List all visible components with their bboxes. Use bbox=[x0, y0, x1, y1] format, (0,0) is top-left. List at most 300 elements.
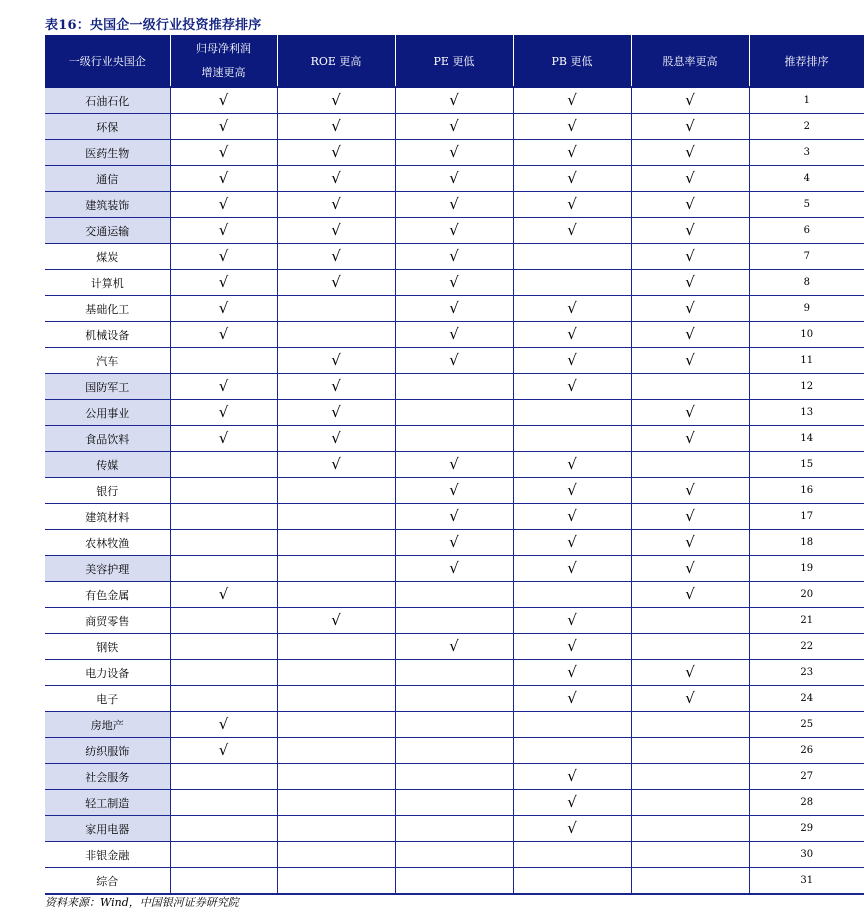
cell-pe bbox=[395, 816, 513, 842]
rank-value: 4 bbox=[749, 166, 864, 192]
cell-pe bbox=[395, 400, 513, 426]
table-row bbox=[45, 816, 864, 842]
industry-name: 交通运输 bbox=[45, 218, 170, 244]
check-mark-icon: √ bbox=[567, 793, 577, 811]
cell-roe bbox=[277, 608, 395, 634]
rank-value: 23 bbox=[749, 660, 864, 686]
check-mark-icon: √ bbox=[218, 169, 229, 187]
cell-roe bbox=[277, 218, 395, 244]
cell-pb bbox=[513, 322, 631, 348]
cell-pb bbox=[513, 244, 631, 270]
rank-value: 18 bbox=[749, 530, 864, 556]
check-mark-icon: √ bbox=[685, 429, 695, 447]
table-row bbox=[45, 114, 864, 140]
check-mark-icon: √ bbox=[331, 91, 341, 109]
rank-value: 26 bbox=[749, 738, 864, 764]
industry-name: 电力设备 bbox=[45, 660, 170, 686]
header-roe: ROE 更高 bbox=[277, 35, 395, 87]
cell-pb bbox=[513, 296, 631, 322]
check-mark-icon: √ bbox=[449, 455, 459, 473]
cell-dividend bbox=[631, 140, 749, 166]
cell-roe bbox=[277, 478, 395, 504]
cell-roe bbox=[277, 660, 395, 686]
check-mark-icon: √ bbox=[449, 221, 459, 239]
table-row bbox=[45, 582, 864, 608]
industry-name: 美容护理 bbox=[45, 556, 170, 582]
table-row bbox=[45, 348, 864, 374]
table-row bbox=[45, 270, 864, 296]
industry-name: 轻工制造 bbox=[45, 790, 170, 816]
industry-name: 传媒 bbox=[45, 452, 170, 478]
cell-roe bbox=[277, 556, 395, 582]
check-mark-icon: √ bbox=[567, 559, 577, 577]
header-pb: PB 更低 bbox=[513, 35, 631, 87]
cell-pe bbox=[395, 530, 513, 556]
check-mark-icon: √ bbox=[685, 585, 695, 603]
check-mark-icon: √ bbox=[218, 741, 229, 759]
rank-value: 9 bbox=[749, 296, 864, 322]
cell-dividend bbox=[631, 87, 749, 114]
cell-profit-growth bbox=[170, 634, 277, 660]
header-profit-growth-line1: 归母净利润 bbox=[196, 41, 251, 55]
rank-value: 17 bbox=[749, 504, 864, 530]
cell-roe bbox=[277, 348, 395, 374]
cell-dividend bbox=[631, 582, 749, 608]
cell-roe bbox=[277, 270, 395, 296]
check-mark-icon: √ bbox=[449, 195, 459, 213]
rank-value: 11 bbox=[749, 348, 864, 374]
rank-value: 14 bbox=[749, 426, 864, 452]
check-mark-icon: √ bbox=[685, 195, 695, 213]
check-mark-icon: √ bbox=[218, 299, 229, 317]
industry-name: 非银金融 bbox=[45, 842, 170, 868]
table-row bbox=[45, 192, 864, 218]
table-row bbox=[45, 738, 864, 764]
cell-pb bbox=[513, 582, 631, 608]
table-row bbox=[45, 426, 864, 452]
header-rank: 推荐排序 bbox=[749, 35, 864, 87]
industry-name: 银行 bbox=[45, 478, 170, 504]
header-dividend: 股息率更高 bbox=[631, 35, 749, 87]
check-mark-icon: √ bbox=[218, 403, 229, 421]
rank-value: 1 bbox=[749, 87, 864, 114]
cell-profit-growth bbox=[170, 712, 277, 738]
cell-pb bbox=[513, 374, 631, 400]
cell-profit-growth bbox=[170, 842, 277, 868]
table-row bbox=[45, 712, 864, 738]
check-mark-icon: √ bbox=[685, 663, 695, 681]
header-pe: PE 更低 bbox=[395, 35, 513, 87]
cell-pe bbox=[395, 348, 513, 374]
cell-pb bbox=[513, 790, 631, 816]
industry-name: 食品饮料 bbox=[45, 426, 170, 452]
cell-pe bbox=[395, 452, 513, 478]
rank-value: 29 bbox=[749, 816, 864, 842]
check-mark-icon: √ bbox=[218, 325, 229, 343]
check-mark-icon: √ bbox=[331, 195, 341, 213]
cell-profit-growth bbox=[170, 504, 277, 530]
cell-profit-growth bbox=[170, 374, 277, 400]
cell-pe bbox=[395, 712, 513, 738]
check-mark-icon: √ bbox=[567, 169, 577, 187]
cell-pe bbox=[395, 764, 513, 790]
check-mark-icon: √ bbox=[567, 143, 577, 161]
check-mark-icon: √ bbox=[331, 429, 341, 447]
cell-pe bbox=[395, 296, 513, 322]
rank-value: 5 bbox=[749, 192, 864, 218]
check-mark-icon: √ bbox=[449, 117, 459, 135]
cell-profit-growth bbox=[170, 478, 277, 504]
check-mark-icon: √ bbox=[218, 117, 229, 135]
check-mark-icon: √ bbox=[218, 715, 229, 733]
cell-pe bbox=[395, 426, 513, 452]
cell-pe bbox=[395, 868, 513, 895]
industry-name: 综合 bbox=[45, 868, 170, 895]
check-mark-icon: √ bbox=[685, 273, 695, 291]
rank-value: 19 bbox=[749, 556, 864, 582]
cell-profit-growth bbox=[170, 348, 277, 374]
cell-profit-growth bbox=[170, 140, 277, 166]
cell-dividend bbox=[631, 452, 749, 478]
table-row bbox=[45, 634, 864, 660]
source-note: 资料来源：Wind，中国银河证券研究院 bbox=[45, 896, 239, 909]
check-mark-icon: √ bbox=[449, 91, 459, 109]
cell-profit-growth bbox=[170, 686, 277, 712]
table-row bbox=[45, 660, 864, 686]
rank-value: 16 bbox=[749, 478, 864, 504]
cell-roe bbox=[277, 582, 395, 608]
table-row bbox=[45, 452, 864, 478]
rank-value: 22 bbox=[749, 634, 864, 660]
table-row bbox=[45, 556, 864, 582]
cell-roe bbox=[277, 426, 395, 452]
check-mark-icon: √ bbox=[567, 325, 577, 343]
cell-roe bbox=[277, 504, 395, 530]
cell-dividend bbox=[631, 348, 749, 374]
table-row bbox=[45, 478, 864, 504]
cell-pb bbox=[513, 738, 631, 764]
check-mark-icon: √ bbox=[567, 221, 577, 239]
industry-name: 通信 bbox=[45, 166, 170, 192]
cell-pb bbox=[513, 634, 631, 660]
check-mark-icon: √ bbox=[218, 195, 229, 213]
check-mark-icon: √ bbox=[567, 637, 577, 655]
check-mark-icon: √ bbox=[449, 273, 459, 291]
industry-name: 社会服务 bbox=[45, 764, 170, 790]
rank-value: 24 bbox=[749, 686, 864, 712]
cell-pb bbox=[513, 816, 631, 842]
check-mark-icon: √ bbox=[685, 169, 695, 187]
cell-pe bbox=[395, 374, 513, 400]
cell-pb bbox=[513, 87, 631, 114]
rank-value: 27 bbox=[749, 764, 864, 790]
industry-name: 环保 bbox=[45, 114, 170, 140]
check-mark-icon: √ bbox=[567, 611, 577, 629]
cell-dividend bbox=[631, 764, 749, 790]
cell-profit-growth bbox=[170, 556, 277, 582]
rank-value: 31 bbox=[749, 868, 864, 895]
cell-pb bbox=[513, 478, 631, 504]
cell-roe bbox=[277, 87, 395, 114]
check-mark-icon: √ bbox=[685, 325, 695, 343]
check-mark-icon: √ bbox=[567, 533, 577, 551]
table-row bbox=[45, 322, 864, 348]
cell-roe bbox=[277, 400, 395, 426]
check-mark-icon: √ bbox=[218, 143, 229, 161]
cell-roe bbox=[277, 114, 395, 140]
table-row bbox=[45, 530, 864, 556]
rank-value: 12 bbox=[749, 374, 864, 400]
cell-profit-growth bbox=[170, 87, 277, 114]
cell-pb bbox=[513, 140, 631, 166]
table-row bbox=[45, 166, 864, 192]
cell-pe bbox=[395, 504, 513, 530]
cell-pb bbox=[513, 270, 631, 296]
cell-dividend bbox=[631, 244, 749, 270]
check-mark-icon: √ bbox=[331, 117, 341, 135]
check-mark-icon: √ bbox=[685, 689, 695, 707]
check-mark-icon: √ bbox=[331, 143, 341, 161]
cell-dividend bbox=[631, 608, 749, 634]
cell-pb bbox=[513, 764, 631, 790]
check-mark-icon: √ bbox=[218, 273, 229, 291]
cell-pb bbox=[513, 608, 631, 634]
check-mark-icon: √ bbox=[331, 247, 341, 265]
cell-profit-growth bbox=[170, 764, 277, 790]
rank-value: 3 bbox=[749, 140, 864, 166]
cell-roe bbox=[277, 712, 395, 738]
cell-profit-growth bbox=[170, 530, 277, 556]
cell-dividend bbox=[631, 686, 749, 712]
industry-name: 农林牧渔 bbox=[45, 530, 170, 556]
table-header-row bbox=[45, 35, 864, 87]
industry-name: 机械设备 bbox=[45, 322, 170, 348]
check-mark-icon: √ bbox=[567, 195, 577, 213]
cell-pe bbox=[395, 478, 513, 504]
check-mark-icon: √ bbox=[567, 377, 577, 395]
cell-pb bbox=[513, 868, 631, 895]
industry-name: 医药生物 bbox=[45, 140, 170, 166]
check-mark-icon: √ bbox=[218, 585, 229, 603]
cell-dividend bbox=[631, 816, 749, 842]
check-mark-icon: √ bbox=[685, 533, 695, 551]
check-mark-icon: √ bbox=[449, 533, 459, 551]
check-mark-icon: √ bbox=[331, 221, 341, 239]
cell-roe bbox=[277, 530, 395, 556]
check-mark-icon: √ bbox=[567, 507, 577, 525]
check-mark-icon: √ bbox=[449, 299, 459, 317]
cell-pe bbox=[395, 218, 513, 244]
check-mark-icon: √ bbox=[567, 455, 577, 473]
check-mark-icon: √ bbox=[331, 403, 341, 421]
cell-pe bbox=[395, 140, 513, 166]
check-mark-icon: √ bbox=[218, 221, 229, 239]
cell-dividend bbox=[631, 400, 749, 426]
cell-roe bbox=[277, 764, 395, 790]
check-mark-icon: √ bbox=[685, 247, 695, 265]
table-row bbox=[45, 218, 864, 244]
cell-dividend bbox=[631, 660, 749, 686]
cell-profit-growth bbox=[170, 114, 277, 140]
cell-profit-growth bbox=[170, 296, 277, 322]
cell-pb bbox=[513, 686, 631, 712]
cell-pe bbox=[395, 660, 513, 686]
cell-profit-growth bbox=[170, 426, 277, 452]
cell-profit-growth bbox=[170, 608, 277, 634]
check-mark-icon: √ bbox=[449, 637, 459, 655]
industry-name: 房地产 bbox=[45, 712, 170, 738]
check-mark-icon: √ bbox=[218, 429, 229, 447]
check-mark-icon: √ bbox=[449, 325, 459, 343]
check-mark-icon: √ bbox=[685, 299, 695, 317]
header-industry: 一级行业央国企 bbox=[45, 35, 170, 87]
cell-pb bbox=[513, 114, 631, 140]
cell-pe bbox=[395, 686, 513, 712]
cell-roe bbox=[277, 166, 395, 192]
cell-pe bbox=[395, 608, 513, 634]
check-mark-icon: √ bbox=[567, 91, 577, 109]
cell-dividend bbox=[631, 556, 749, 582]
rank-value: 6 bbox=[749, 218, 864, 244]
check-mark-icon: √ bbox=[331, 169, 341, 187]
cell-pb bbox=[513, 218, 631, 244]
cell-pe bbox=[395, 192, 513, 218]
cell-pb bbox=[513, 426, 631, 452]
rank-value: 13 bbox=[749, 400, 864, 426]
table-row bbox=[45, 764, 864, 790]
cell-profit-growth bbox=[170, 400, 277, 426]
cell-profit-growth bbox=[170, 322, 277, 348]
industry-name: 家用电器 bbox=[45, 816, 170, 842]
check-mark-icon: √ bbox=[567, 663, 577, 681]
table-row bbox=[45, 296, 864, 322]
check-mark-icon: √ bbox=[449, 507, 459, 525]
industry-name: 纺织服饰 bbox=[45, 738, 170, 764]
cell-profit-growth bbox=[170, 868, 277, 895]
cell-roe bbox=[277, 686, 395, 712]
cell-pb bbox=[513, 504, 631, 530]
cell-dividend bbox=[631, 270, 749, 296]
cell-pe bbox=[395, 582, 513, 608]
cell-dividend bbox=[631, 790, 749, 816]
cell-pb bbox=[513, 452, 631, 478]
industry-name: 基础化工 bbox=[45, 296, 170, 322]
cell-dividend bbox=[631, 634, 749, 660]
cell-pe bbox=[395, 790, 513, 816]
table-row bbox=[45, 608, 864, 634]
check-mark-icon: √ bbox=[685, 507, 695, 525]
check-mark-icon: √ bbox=[218, 91, 229, 109]
industry-name: 石油石化 bbox=[45, 87, 170, 114]
table-row bbox=[45, 842, 864, 868]
check-mark-icon: √ bbox=[685, 351, 695, 369]
rank-value: 15 bbox=[749, 452, 864, 478]
cell-pe bbox=[395, 738, 513, 764]
cell-roe bbox=[277, 452, 395, 478]
industry-name: 公用事业 bbox=[45, 400, 170, 426]
cell-profit-growth bbox=[170, 192, 277, 218]
industry-name: 钢铁 bbox=[45, 634, 170, 660]
table-row bbox=[45, 868, 864, 895]
check-mark-icon: √ bbox=[449, 143, 459, 161]
check-mark-icon: √ bbox=[567, 689, 577, 707]
header-profit-growth-line2: 增速更高 bbox=[201, 65, 246, 79]
rank-value: 2 bbox=[749, 114, 864, 140]
industry-name: 有色金属 bbox=[45, 582, 170, 608]
cell-pb bbox=[513, 348, 631, 374]
rank-value: 30 bbox=[749, 842, 864, 868]
header-profit-growth bbox=[170, 35, 277, 87]
cell-roe bbox=[277, 842, 395, 868]
cell-dividend bbox=[631, 426, 749, 452]
cell-dividend bbox=[631, 842, 749, 868]
table-row bbox=[45, 140, 864, 166]
rank-value: 21 bbox=[749, 608, 864, 634]
cell-dividend bbox=[631, 374, 749, 400]
cell-profit-growth bbox=[170, 816, 277, 842]
cell-pe bbox=[395, 244, 513, 270]
cell-roe bbox=[277, 322, 395, 348]
cell-profit-growth bbox=[170, 166, 277, 192]
cell-pb bbox=[513, 530, 631, 556]
industry-name: 建筑装饰 bbox=[45, 192, 170, 218]
cell-pb bbox=[513, 192, 631, 218]
cell-pe bbox=[395, 842, 513, 868]
industry-name: 电子 bbox=[45, 686, 170, 712]
cell-roe bbox=[277, 296, 395, 322]
industry-name: 国防军工 bbox=[45, 374, 170, 400]
cell-pb bbox=[513, 842, 631, 868]
check-mark-icon: √ bbox=[331, 611, 341, 629]
table-body bbox=[45, 87, 864, 894]
table-row bbox=[45, 87, 864, 114]
cell-roe bbox=[277, 192, 395, 218]
cell-pb bbox=[513, 660, 631, 686]
check-mark-icon: √ bbox=[685, 559, 695, 577]
check-mark-icon: √ bbox=[449, 481, 459, 499]
check-mark-icon: √ bbox=[567, 481, 577, 499]
cell-pe bbox=[395, 166, 513, 192]
cell-dividend bbox=[631, 504, 749, 530]
rank-value: 10 bbox=[749, 322, 864, 348]
table-title: 表16：央国企一级行业投资推荐排序 bbox=[45, 18, 262, 33]
check-mark-icon: √ bbox=[685, 117, 695, 135]
check-mark-icon: √ bbox=[449, 351, 459, 369]
cell-profit-growth bbox=[170, 738, 277, 764]
check-mark-icon: √ bbox=[685, 91, 695, 109]
rank-value: 8 bbox=[749, 270, 864, 296]
cell-dividend bbox=[631, 322, 749, 348]
cell-profit-growth bbox=[170, 660, 277, 686]
cell-pb bbox=[513, 712, 631, 738]
cell-profit-growth bbox=[170, 218, 277, 244]
cell-pb bbox=[513, 166, 631, 192]
check-mark-icon: √ bbox=[685, 221, 695, 239]
table-row bbox=[45, 374, 864, 400]
check-mark-icon: √ bbox=[331, 273, 341, 291]
cell-roe bbox=[277, 738, 395, 764]
cell-profit-growth bbox=[170, 270, 277, 296]
cell-dividend bbox=[631, 738, 749, 764]
cell-pe bbox=[395, 556, 513, 582]
cell-dividend bbox=[631, 868, 749, 895]
industry-name: 计算机 bbox=[45, 270, 170, 296]
cell-pb bbox=[513, 400, 631, 426]
cell-pe bbox=[395, 87, 513, 114]
cell-pe bbox=[395, 322, 513, 348]
cell-profit-growth bbox=[170, 244, 277, 270]
cell-pe bbox=[395, 634, 513, 660]
